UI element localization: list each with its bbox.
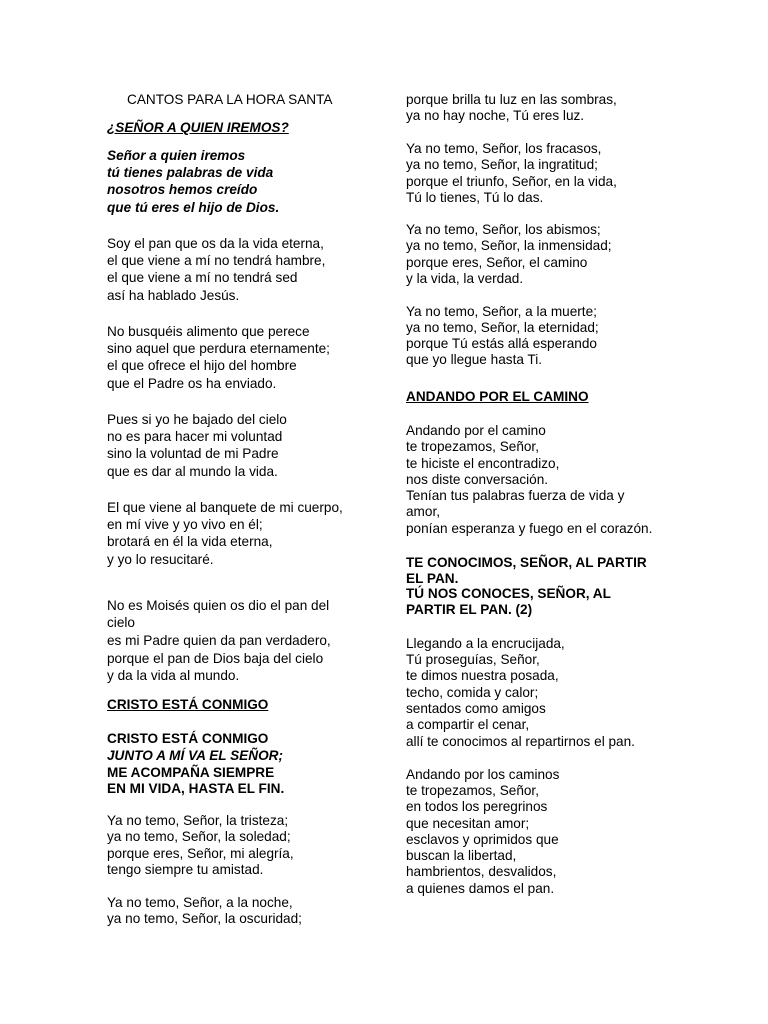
verse-line: Soy el pan que os da la vida eterna,	[107, 236, 324, 251]
verse-line: Ya no temo, Señor, los fracasos,	[406, 141, 602, 156]
verse-line: te tropezamos, Señor,	[406, 783, 539, 798]
verse-line: sino aquel que perdura eternamente;	[107, 341, 330, 356]
verse-line: amor,	[406, 504, 440, 519]
verse-line: brotará en él la vida eterna,	[107, 534, 273, 549]
verse-line: ya no temo, Señor, la eternidad;	[406, 320, 599, 335]
verse-line: te tropezamos, Señor,	[406, 439, 539, 454]
verse-line: ponían esperanza y fuego en el corazón.	[406, 521, 653, 536]
verse-line: Ya no temo, Señor, la tristeza;	[107, 813, 289, 828]
refrain-line: que tú eres el hijo de Dios.	[107, 200, 280, 215]
document-title: CANTOS PARA LA HORA SANTA	[127, 92, 333, 107]
refrain-line: nosotros hemos creído	[107, 182, 258, 197]
refrain-line: TE CONOCIMOS, SEÑOR, AL PARTIR	[406, 555, 647, 570]
verse-line: ya no temo, Señor, la soledad;	[107, 829, 291, 844]
verse-line: que necesitan amor;	[406, 816, 530, 831]
verse-line: Andando por el camino	[406, 423, 546, 438]
refrain-line: Señor a quien iremos	[107, 148, 246, 163]
song-title: ANDANDO POR EL CAMINO	[406, 389, 589, 404]
verse-line: Ya no temo, Señor, a la muerte;	[406, 304, 597, 319]
verse-line: porque el triunfo, Señor, en la vida,	[406, 174, 617, 189]
verse-line: No busquéis alimento que perece	[107, 324, 310, 339]
verse-line: ya no temo, Señor, la oscuridad;	[107, 911, 302, 926]
verse-line: ya no temo, Señor, la inmensidad;	[406, 238, 612, 253]
verse-line: esclavos y oprimidos que	[406, 832, 559, 847]
verse-line: y yo lo resucitaré.	[107, 552, 214, 567]
refrain-line: tú tienes palabras de vida	[107, 165, 274, 180]
verse-line: ya no temo, Señor, la ingratitud;	[406, 157, 598, 172]
verse-line: sino la voluntad de mi Padre	[107, 446, 279, 461]
verse-line: el que viene a mí no tendrá hambre,	[107, 253, 326, 268]
song-title: CRISTO ESTÁ CONMIGO	[107, 697, 269, 712]
verse-line: techo, comida y calor;	[406, 685, 539, 700]
verse-line: ya no hay noche, Tú eres luz.	[406, 108, 585, 123]
verse-line: no es para hacer mi voluntad	[107, 429, 283, 444]
verse-line: en todos los peregrinos	[406, 799, 548, 814]
refrain-line: JUNTO A MÍ VA EL SEÑOR;	[107, 748, 283, 763]
verse-line: a compartir el cenar,	[406, 717, 530, 732]
verse-line: porque eres, Señor, el camino	[406, 255, 588, 270]
verse-line: que yo llegue hasta Ti.	[406, 352, 543, 367]
refrain-line: PARTIR EL PAN. (2)	[406, 602, 533, 617]
verse-line: buscan la libertad,	[406, 848, 517, 863]
verse-line: Ya no temo, Señor, los abismos;	[406, 222, 601, 237]
verse-line: que es dar al mundo la vida.	[107, 464, 278, 479]
verse-line: hambrientos, desvalidos,	[406, 864, 557, 879]
verse-line: porque el pan de Dios baja del cielo	[107, 651, 324, 666]
refrain-line: EL PAN.	[406, 571, 459, 586]
verse-line: allí te conocimos al repartirnos el pan.	[406, 734, 635, 749]
refrain-line: CRISTO ESTÁ CONMIGO	[107, 731, 269, 746]
refrain-line: TÚ NOS CONOCES, SEÑOR, AL	[406, 586, 611, 601]
verse-line: tengo siempre tu amistad.	[107, 862, 264, 877]
verse-line: te dimos nuestra posada,	[406, 668, 559, 683]
verse-line: que el Padre os ha enviado.	[107, 376, 277, 391]
verse-line: Tenían tus palabras fuerza de vida y	[406, 488, 625, 503]
verse-line: Llegando a la encrucijada,	[406, 636, 565, 651]
verse-line: el que viene a mí no tendrá sed	[107, 270, 298, 285]
verse-line: Ya no temo, Señor, a la noche,	[107, 895, 293, 910]
verse-line: es mi Padre quien da pan verdadero,	[107, 633, 331, 648]
verse-line: y da la vida al mundo.	[107, 668, 240, 683]
verse-line: porque Tú estás allá esperando	[406, 336, 597, 351]
verse-line: Pues si yo he bajado del cielo	[107, 412, 287, 427]
verse-line: y la vida, la verdad.	[406, 271, 524, 286]
verse-line: en mí vive y yo vivo en él;	[107, 517, 263, 532]
verse-line: Tú lo tienes, Tú lo das.	[406, 190, 544, 205]
refrain-line: EN MI VIDA, HASTA EL FIN.	[107, 781, 285, 796]
verse-line: a quienes damos el pan.	[406, 881, 555, 896]
song-title: ¿SEÑOR A QUIEN IREMOS?	[107, 120, 289, 135]
verse-line: No es Moisés quien os dio el pan del	[107, 598, 330, 613]
verse-line: Andando por los caminos	[406, 767, 560, 782]
verse-line: cielo	[107, 615, 135, 630]
verse-line: nos diste conversación.	[406, 472, 549, 487]
verse-line: porque brilla tu luz en las sombras,	[406, 92, 617, 107]
verse-line: porque eres, Señor, mi alegría,	[107, 846, 294, 861]
verse-line: el que ofrece el hijo del hombre	[107, 358, 297, 373]
refrain-line: ME ACOMPAÑA SIEMPRE	[107, 765, 275, 780]
verse-line: Tú proseguías, Señor,	[406, 652, 540, 667]
verse-line: te hiciste el encontradizo,	[406, 456, 560, 471]
verse-line: así ha hablado Jesús.	[107, 288, 240, 303]
verse-line: sentados como amigos	[406, 701, 546, 716]
verse-line: El que viene al banquete de mi cuerpo,	[107, 500, 343, 515]
